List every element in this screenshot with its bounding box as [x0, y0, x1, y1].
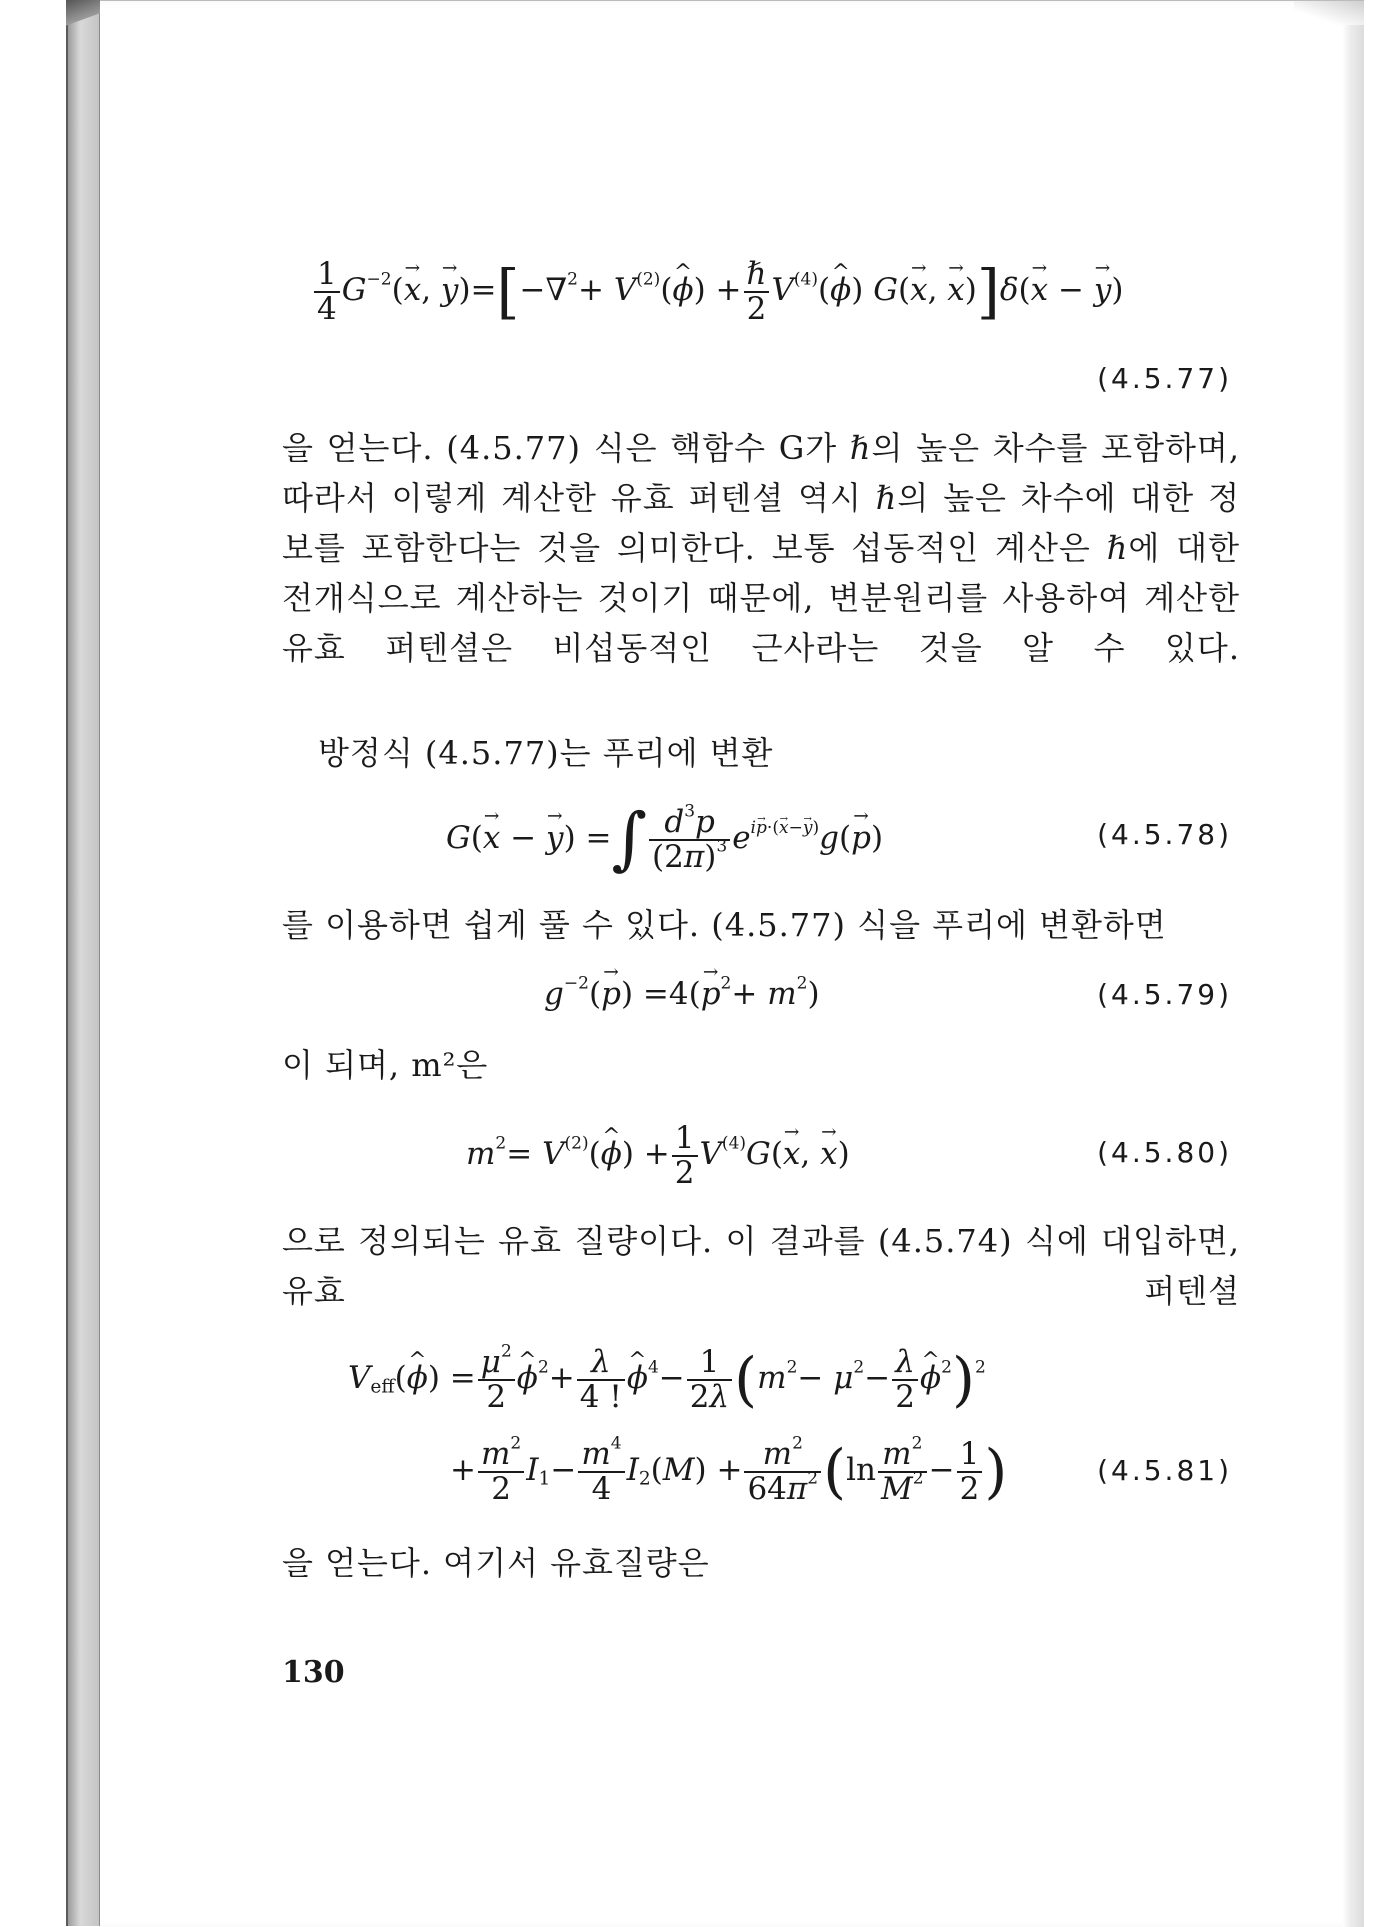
equation-number-4-5-81: (4.5.81) — [1097, 1454, 1232, 1487]
page-right-edge — [1342, 1, 1364, 1927]
equation-4-5-81-line-2: + $\frac{m^2}{2}$ $I_1-$ $\frac{m^4}{4}$ $I_2(M)$ + $\frac{m^2}{64\pi^2}$ (ln $\frac{m^2}{M^2}$ − $\frac{1}{2}$ ) — [450, 1433, 1008, 1507]
equation-4-5-77: $\frac{1}{4}$ $G^{-2}(\to x$, → $y)=[-\nabla^2+ V^{(2)}(\^{}$ ϕ) + $\frac{\text{ℏ}}{2}$ $V^{(4)}(\^{}$ ϕ) G(→ x, → x)]δ(→ x − → y) — [312, 258, 1123, 325]
page-number: 130 — [282, 1655, 345, 1690]
paragraph-2: 방정식 (4.5.77)는 푸리에 변환 — [318, 734, 774, 772]
equation-4-5-81-line-1: $V_{eff}(\^{}$ ϕ) = $\frac{\mu^2}{2}$ ^ $\phi^2+$ $\frac{\lambda}{4 !}$ ^ $\phi^4-$ $\frac{1}{2\lambda}$ ($m^2- \mu^2-$ $\frac{\lambda}{2}$ ^ $\phi^2)^2$ — [348, 1346, 986, 1413]
equation-number-4-5-80: (4.5.80) — [1097, 1136, 1232, 1169]
equation-number-4-5-78: (4.5.78) — [1097, 818, 1232, 851]
equation-4-5-79: $g^{-2}(\to p) =4(\to p^2+ m^2)$ — [544, 976, 820, 1012]
paragraph-5: 으로 정의되는 유효 질량이다. 이 결과를 (4.5.74) 식에 대입하면, 유효 퍼텐셜 — [282, 1222, 1240, 1310]
equation-4-5-78: G(→ x − → y) =∫ $\frac{d^3p}{(2\pi)^3}$ $e^{ip\cdot(x-y)}g(\to p)$ — [446, 806, 883, 873]
page-corner — [1294, 1, 1364, 25]
spine-corner — [66, 0, 100, 30]
equation-4-5-80: $m^2=$ $V^{(2)}(\^{}$ ϕ) + $\frac{1}{2}$ $V^{(4)}G(\to x$, → x) — [466, 1122, 850, 1189]
paragraph-3: 를 이용하면 쉽게 풀 수 있다. (4.5.77) 식을 푸리에 변환하면 — [282, 906, 1167, 944]
paragraph-1: 을 얻는다. (4.5.77) 식은 핵함수 G가 ℏ의 높은 차수를 포함하며, 따라서 이렇게 계산한 유효 퍼텐셜 역시 ℏ의 높은 차수에 대한 정보를 포함한다는 것을 의미한다. 보통 섭동적인 계산은 ℏ에 대한 전개식으로 계산하는 것이기 때문에, 변분원리를 사용하여 계산한 유효 퍼텐셜은 비섭동적인 근사라는 것을 알 수 있다. — [282, 429, 1240, 667]
paragraph-4: 이 되며, m²은 — [282, 1046, 489, 1084]
equation-number-4-5-77: (4.5.77) — [1097, 362, 1232, 395]
paragraph-6: 을 얻는다. 여기서 유효질량은 — [282, 1544, 710, 1582]
book-spine — [66, 0, 100, 1926]
equation-number-4-5-79: (4.5.79) — [1097, 978, 1232, 1011]
